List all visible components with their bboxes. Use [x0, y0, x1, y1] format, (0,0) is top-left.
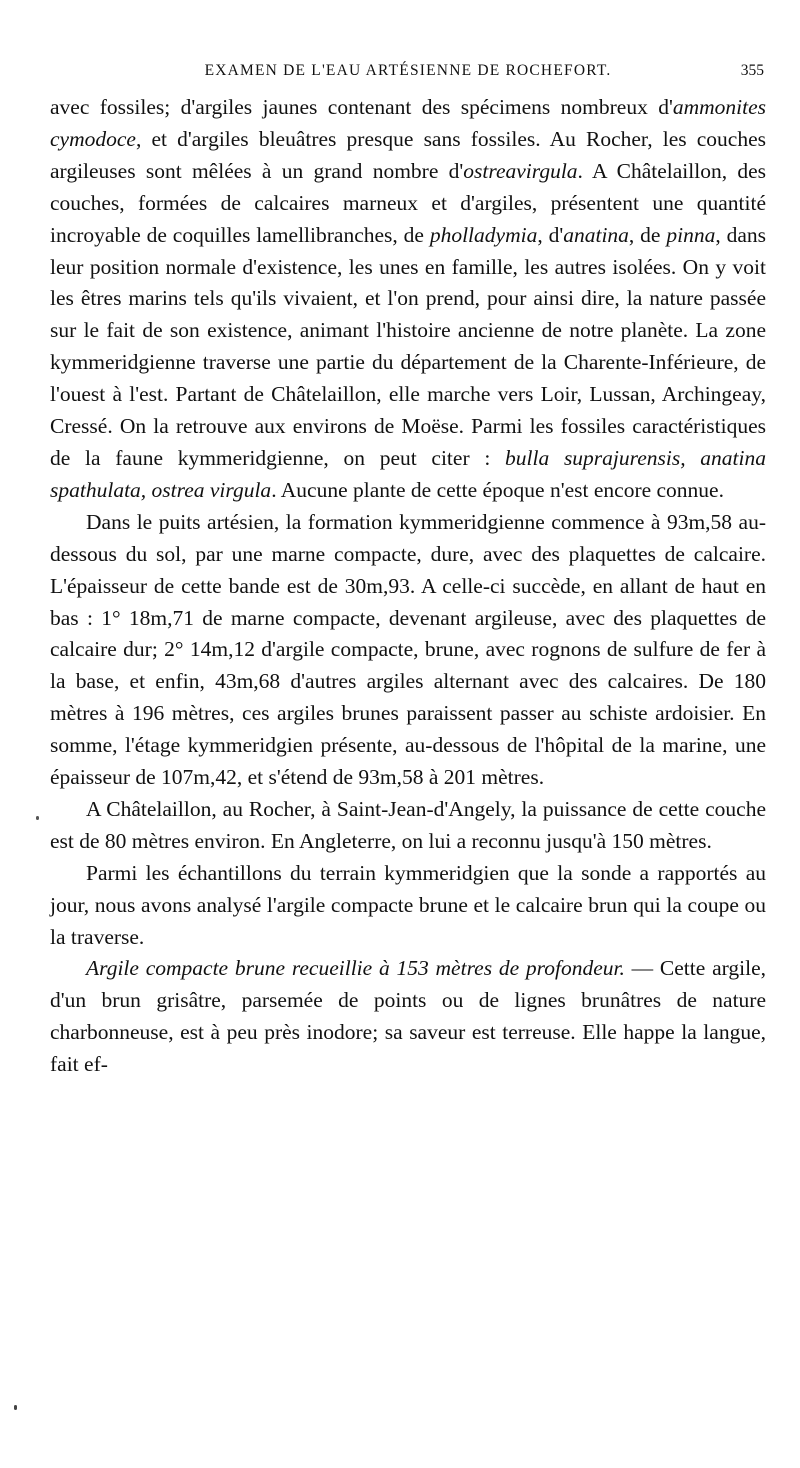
paragraph — [50, 92, 766, 507]
text-run: A Châtelaillon, au Rocher, à Saint-Jean-d'Angely, la puissance de cette couche est de 80 mètres environ. En Angleterre, on lui a reconnu jusqu'à 150 mètres. — [50, 796, 766, 853]
text-run: Parmi les échantillons du terrain kymmeridgien que la sonde a rapportés au jour, nous avons analysé l'argile compacte brune et le calcaire brun qui la coupe ou la traverse. — [50, 860, 766, 949]
paragraph — [50, 794, 766, 858]
text-run: , et d'argiles bleuâtres presque sans fossiles. Au Rocher, les couches argileuses sont mêlées à un grand nombre d' — [50, 126, 766, 183]
text-run: avec fossiles; d'argiles jaunes contenant des spécimens nombreux d' — [50, 95, 673, 119]
paragraph — [50, 858, 766, 954]
paragraph — [50, 507, 766, 794]
italic-run: pinna — [666, 222, 716, 247]
text-run: Dans le puits artésien, la formation kymmeridgienne commence à 93m,58 au-dessous du sol, par une marne compacte, dure, avec des plaquettes de calcaire. L'épaisseur de cette bande est de 30m,93. A celle-ci succède, en allant de haut en bas : 1° 18m,71 de marne compacte, devenant argileuse, avec des plaquettes de calcaire dur; 2° 14m,12 d'argile compacte, brune, avec rognons de sulfure de fer à la base, et enfin, 43m,68 d'autres argiles alternant avec des calcaires. De 180 mètres à 196 mètres, ces argiles brunes paraissent passer au schiste ardoisier. En somme, l'étage kymmeridgien présente, au-dessous de l'hôpital de la marine, une épaisseur de 107m,42, et s'étend de 93m,58 à 201 mètres. — [50, 509, 766, 790]
italic-run: ostreavirgula — [463, 158, 578, 183]
margin-speck — [36, 816, 39, 820]
body-text — [50, 92, 766, 1081]
italic-run: anatina — [563, 222, 629, 247]
page-number: 355 — [740, 62, 764, 79]
italic-run: ammonites cymodoce — [50, 95, 766, 151]
italic-run: bulla suprajurensis, anatina spathulata, ostrea virgula — [50, 445, 767, 502]
running-title: EXAMEN DE L'EAU ARTÉSIENNE DE ROCHEFORT. — [204, 62, 612, 79]
margin-speck — [14, 1405, 17, 1410]
text-run: . Aucune plante de cette époque n'est encore connue. — [271, 477, 724, 502]
section-heading-run: Argile compacte brune recueillie à 153 mètres de profondeur. — [86, 956, 625, 981]
text-run: — Cette argile, d'un brun grisâtre, parsemée de points ou de lignes brunâtres de nature charbonneuse, est à peu près inodore; sa saveur est terreuse. Elle happe la langue, fait ef- — [50, 956, 766, 1077]
paragraph — [50, 953, 766, 1081]
text-run: . A Châtelaillon, des couches, formées de calcaires marneux et d'argiles, présentent une quantité incroyable de coquilles lamellibranches, de — [50, 158, 766, 247]
italic-run: pholladymia — [429, 222, 538, 247]
running-header — [52, 62, 764, 86]
text-run: , d' — [537, 222, 564, 247]
text-run: , de — [628, 222, 667, 247]
text-run: , dans leur position normale d'existence, les unes en famille, les autres isolées. On y voit les êtres marins tels qu'ils vivaient, et l'on prend, pour ainsi dire, la nature passée sur le fait de son existence, animant l'histoire ancienne de notre planète. La zone kymmeridgienne traverse une partie du département de la Charente-Inférieure, de l'ouest à l'est. Partant de Châtelaillon, elle marche vers Loir, Lussan, Archingeay, Cressé. On la retrouve aux environs de Moëse. Parmi les fossiles caractéristiques de la faune kymmeridgienne, on peut citer : — [50, 222, 767, 470]
